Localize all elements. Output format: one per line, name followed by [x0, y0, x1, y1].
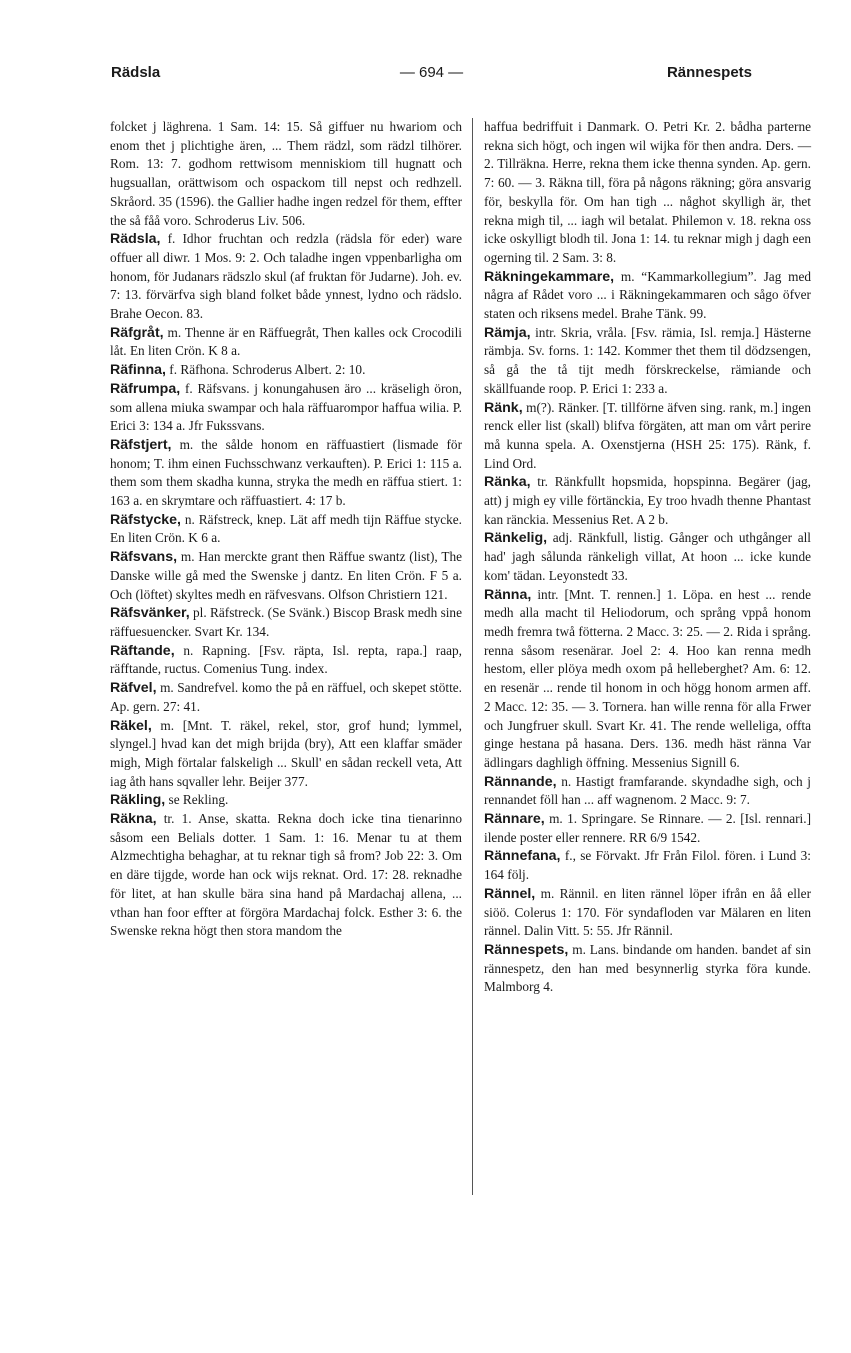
entry-headword: Räfstjert,: [110, 436, 172, 453]
entry-text: intr. Skria, vråla. [Fsv. rämia, Isl. remja.] Hästerne rämbja. Sv. forns. 1: 142. Kommer thet them til dödzsengen, så gå the tå tijt medh förskreckelse, rämiande och skällfuande roop. P. Erici 1: 233 a.: [484, 324, 812, 396]
dictionary-entry: [110, 679, 462, 716]
dictionary-entry: [110, 511, 462, 548]
entry-headword: Räfinna,: [110, 362, 166, 379]
entry-text: n. Räfstreck, knep. Lät aff medh tijn Räffue stycke. En liten Crön. K 6 a.: [110, 511, 462, 546]
entry-text: m. “Kammarkollegium”. Jag med några af Rådet voro ... i Räkningekammaren och sågo öfver staten och riksens medel. Brahe Tänk. 99.: [484, 268, 812, 322]
entry-headword: Rännefana,: [484, 848, 561, 865]
dictionary-entry: [484, 941, 811, 997]
entry-headword: Ränkelig,: [484, 530, 548, 547]
entry-text: m. Han merckte grant then Räffue swantz (list), The Danske wille gå med the Swenske j dantz. En liten Crön. F 5 a. Och (löftet) skyltes medh en räfvesvans. Olfson Christiern 121.: [110, 549, 462, 602]
dictionary-entry: [484, 473, 811, 529]
dictionary-entry: [110, 118, 462, 230]
entry-headword: Rämja,: [484, 324, 531, 341]
right-column: [484, 118, 811, 997]
entry-text: f. Idhor fruchtan och redzla (rädsla för eder) ware offuer all diwr. 1 Mos. 9: 2. Och taladhe ingen vppenbarligha om honom, för Judanars rädszlo skul (af fruktan för Judarne). Joh. ev. 7: 13. förvärfva sigh bland folket både ynnest, lydno och rädslo. Brahe Oecon. 83.: [110, 231, 462, 322]
entry-text: intr. [Mnt. T. rennen.] 1. Löpa. en hest ... rende medh alla macht til Heliodorum, och språng vppå honom medh fremra twå fötterna. 2 Macc. 3: 25. — 2. Rida i språng. renna såsom resenärar. Joel 2: 4. Hoo kan renna medh hestom, eller plöya medh oxom på helleberghet? Am. 6: 12. en resenär ... rende til honom in och högg honom armen aff. 2 Macc. 12: 35. — 3. Tornera. han wille renna för alla Frwer och Jungfruer skull. Svart Kr. 41. The rende welleliga, offta ginge hestana på hasana. Ders. 136. medh häst ränna Var ädlingars daghligh öffning. Messenius Signill 6.: [484, 586, 811, 770]
entry-text: pl. Räfstreck. (Se Svänk.) Biscop Brask medh sine räffuesuencker. Svart Kr. 134.: [110, 605, 462, 639]
entry-headword: Rännespets,: [484, 941, 569, 958]
entry-text: m. the sålde honom en räffuastiert (lismade för honom; T. ihm einen Fuchsschwanz verkauften). P. Erici 1: 115 a. them som them skadha kunna, stryka the medh en räffua stiert. 1: 163 a. en skrymtare och räffuastiert. 4: 17 b.: [110, 436, 462, 509]
entry-text: m. Lans. bindande om handen. bandet af sin rännespetz, den han med besynnerlig styrka föra kunde. Malmborg 4.: [484, 941, 811, 995]
entry-headword: Rännande,: [484, 773, 557, 790]
entry-text: tr. 1. Anse, skatta. Rekna doch icke tina tienarinno såsom een Belials dotter. 1 Sam. 1: 16. Menar tu at them Alzmechtigha behaghar, at tu reknar tigh så from? Job 22: 3. Om en däre tijgde, worde han ock wijs reknat. Ord. 17: 28. reknadhe för litet, at han skulle bära sina hand på Mardachaj allena, ... vthan han foor effter at förgöra Mardachaj folck. Esther 3: 6. the Swenske rekna högt then stora mandom the: [110, 811, 462, 939]
dictionary-entry: [484, 324, 811, 399]
entry-headword: Räkel,: [110, 717, 152, 734]
page-number: — 694 —: [399, 64, 464, 81]
dictionary-entry: [110, 810, 462, 941]
entry-text: m. 1. Springare. Se Rinnare. — 2. [Isl. rennari.] ilende poster eller rennere. RR 6/9 1542.: [484, 811, 812, 845]
dictionary-entry: [484, 885, 811, 941]
entry-headword: Rännare,: [484, 811, 545, 828]
dictionary-entry: [110, 380, 462, 436]
dictionary-entry: [484, 810, 811, 847]
entry-text: m. [Mnt. T. räkel, rekel, stor, grof hund; lymmel, slyngel.] hvad kan det migh brijda (bry), Att een klaffar smäder migh, Migh förtalar falskeligh ... Skull' en sådan reckell veta, Att iag åth hans sqvaller lehr. Beijer 377.: [110, 717, 462, 789]
entry-text: f. Räfsvans. j konungahusen äro ... kräseligh öron, som allena miuka swampar och hala räffuarompor haffua wilia. P. Erici 3: 134 a. Jfr Fukssvans.: [110, 380, 462, 434]
dictionary-entry: [110, 604, 462, 641]
dictionary-entry: [110, 717, 462, 792]
entry-headword: Ränka,: [484, 474, 531, 491]
entry-headword: Räfgråt,: [110, 324, 164, 341]
entry-text: se Rekling.: [168, 792, 229, 808]
running-head-right: Rännespets: [666, 64, 752, 81]
dictionary-entry: [484, 773, 811, 810]
dictionary-entry: [110, 324, 462, 361]
dictionary-entry: [484, 847, 811, 884]
entry-text: m(?). Ränker. [T. tillförne äfven sing. rank, m.] ingen renck eller list (skall) blifva förgäten, att man om vårt perire må kunna spela. A. Oxenstjerna (HSH 25: 175). Ränk, f. Lind Ord.: [484, 399, 811, 471]
entry-text: haffua bedriffuit i Danmark. O. Petri Kr. 2. bådha parterne rekna sich högt, och ingen wil wijka för then andra. Ders. — 2. Tillräkna. Herre, rekna them icke thenna synden. Ap. gern. 7: 60. — 3. Räkna till, föra på någons räkning; göra ansvarig för, beskylla för. Om han tigh ... någhot skylligh är, thet rekna migh til, ... iagh wil betalat. Philemon v. 18. rekna oss icke oskylligt blodh til. Jona 1: 14. tu reknar migh j dagh een ogerning til. 2 Sam. 3: 8.: [484, 119, 811, 265]
dictionary-entry: [484, 529, 811, 585]
page-header: [111, 64, 752, 88]
dictionary-entry: [484, 399, 811, 474]
entry-text: folcket j läghrena. 1 Sam. 14: 15. Så giffuer nu hwariom och enom thet j plichtighe ären, ... Them rädzl, som rädzl tilhörer. Rom. 13: 7. godhom rettwisom menniskiom till hugnatt och hugsuallan, orättwisom och ospackom till nepst och redhzell. Skråord. 35 (1596). the Gallier hadhe ingen redzel för them, effter the så fåå voro. Schroderus Liv. 506.: [110, 119, 462, 228]
entry-headword: Ränna,: [484, 586, 532, 603]
entry-text: tr. Ränkfullt hopsmida, hopspinna. Begärer (jag, att) j migh ey ville förtänckia, Ey troo hvadh thenne Phantast kan ränckia. Messenius Ret. A 2 b.: [484, 474, 812, 527]
entry-headword: Ränk,: [484, 399, 523, 416]
entry-text: m. Sandrefvel. komo the på en räffuel, och skepet stötte. Ap. gern. 27: 41.: [110, 680, 462, 714]
dictionary-entry: [110, 791, 462, 810]
entry-text: n. Hastigt framfarande. skyndadhe sigh, och j rennandet föll han ... aff wagnenom. 2 Macc. 9: 7.: [484, 773, 811, 808]
entry-headword: Räkling,: [110, 792, 166, 809]
dictionary-entry: [484, 118, 811, 268]
dictionary-entry: [484, 268, 811, 324]
dictionary-entry: [110, 230, 462, 324]
entry-headword: Räfstycke,: [110, 511, 181, 528]
entry-headword: Rädsla,: [110, 231, 161, 248]
entry-headword: Rännel,: [484, 885, 536, 902]
entry-text: adj. Ränkfull, listig. Gånger och uthgånger all had' jagh sålunda ränkeligh villat, At hoon ... icke kunde kom' tädan. Leyonstedt 33.: [484, 530, 811, 583]
entry-headword: Räfsvans,: [110, 549, 178, 566]
entry-headword: Räfvel,: [110, 680, 157, 697]
entry-headword: Räkna,: [110, 811, 157, 828]
entry-text: f., se Förvakt. Jfr Från Filol. fören. i Lund 3: 164 följ.: [484, 848, 811, 883]
dictionary-entry: [110, 361, 462, 380]
entry-text: m. Thenne är en Räffuegråt, Then kalles ock Crocodili låt. En liten Crön. K 8 a.: [110, 324, 463, 359]
dictionary-entry: [110, 642, 462, 679]
dictionary-entry: [110, 548, 462, 604]
running-head-left: Rädsla: [111, 64, 161, 81]
column-divider: [472, 118, 473, 1195]
entry-text: f. Räfhona. Schroderus Albert. 2: 10.: [169, 362, 366, 378]
entry-headword: Räfsvänker,: [110, 605, 190, 622]
left-column: [110, 118, 462, 941]
dictionary-entry: [110, 436, 462, 511]
entry-text: n. Rapning. [Fsv. räpta, Isl. repta, rapa.] raap, räfftande, ructus. Comenius Tung. index.: [110, 642, 462, 677]
entry-headword: Räfrumpa,: [110, 380, 181, 397]
entry-text: m. Rännil. en liten rännel löper ifrån en åå eller siöö. Colerus 1: 170. För syndafloden var Mälaren en liten rännel. Dalin Vitt. 5: 55. Jfr Rännil.: [484, 885, 812, 939]
entry-headword: Räkningekammare,: [484, 268, 615, 285]
entry-headword: Räftande,: [110, 642, 175, 659]
dictionary-entry: [484, 586, 811, 773]
